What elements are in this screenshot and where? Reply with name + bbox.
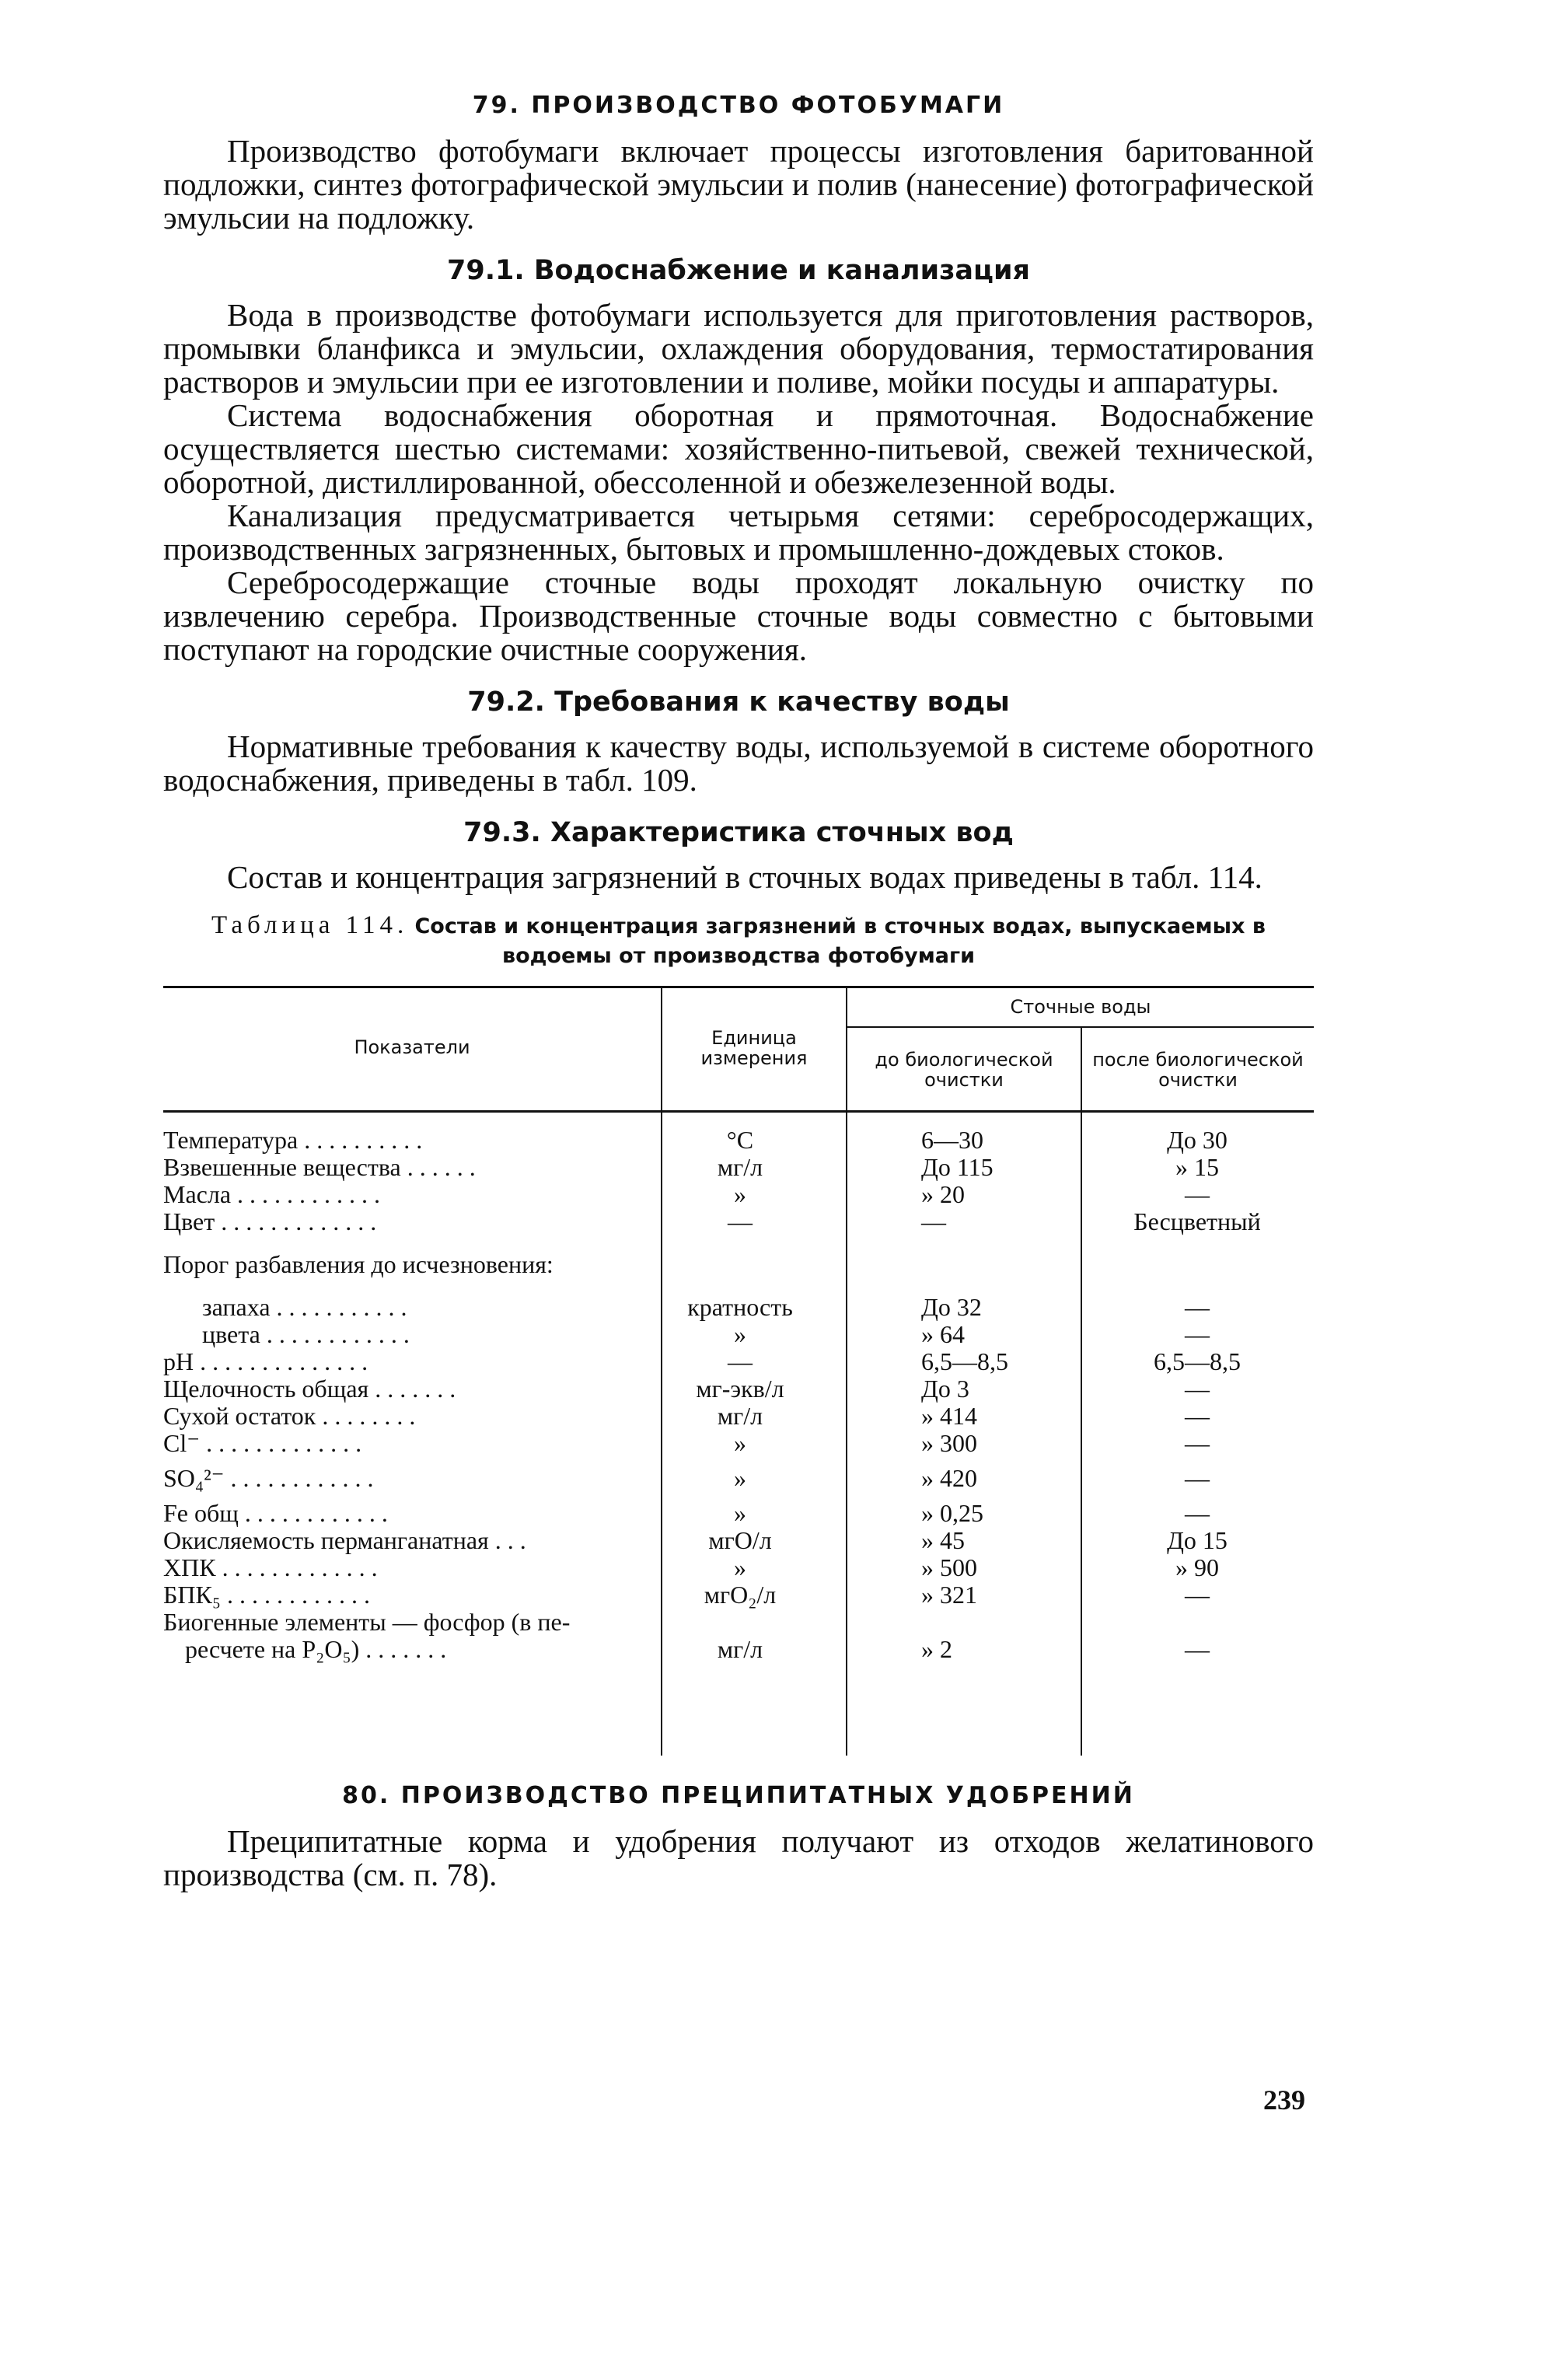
cell-indicator: Щелочность общая . . . . . . .	[163, 1375, 456, 1403]
cell-after-treatment: —	[1185, 1180, 1210, 1208]
cell-before-treatment: » 300	[921, 1429, 977, 1457]
section-80-title: 80. ПРОИЗВОДСТВО ПРЕЦИПИТАТНЫХ УДОБРЕНИЙ	[342, 1782, 1135, 1809]
table-row	[163, 1153, 1314, 1181]
cell-before-treatment: » 0,25	[921, 1499, 983, 1527]
table-row	[163, 1293, 1314, 1321]
cell-after-treatment: —	[1185, 1464, 1210, 1492]
cell-unit: мгO₂/л	[704, 1581, 777, 1609]
cell-after-treatment: —	[1185, 1429, 1210, 1457]
table-row	[163, 1320, 1314, 1348]
cell-unit: »	[734, 1320, 746, 1348]
cell-indicator: Cl⁻ . . . . . . . . . . . . .	[163, 1429, 362, 1457]
cell-before-treatment: » 2	[921, 1635, 952, 1663]
section-80-text: Преципитатные корма и удобрения получают из отходов желатинового производства (см. п. 78).	[163, 1823, 1314, 1892]
table-caption	[163, 911, 1314, 970]
header-before-treatment: до биологической очистки	[875, 1049, 1053, 1091]
header-after-treatment: после биологической очистки	[1092, 1049, 1304, 1091]
cell-indicator: Окисляемость перманганатная . . .	[163, 1526, 526, 1554]
cell-after-treatment: 6,5—8,5	[1154, 1347, 1241, 1375]
cell-indicator: БПК₅ . . . . . . . . . . . .	[163, 1581, 370, 1609]
pollutants-table	[163, 986, 1314, 1763]
cell-after-treatment: —	[1185, 1635, 1210, 1663]
cell-before-treatment: » 64	[921, 1320, 965, 1348]
section-79-1-paragraph-4: Серебросодержащие сточные воды проходят локальную очистку по извлечению серебра. Производственные сточные воды совместно с бытовыми поступают на городские очистные сооружения.	[163, 564, 1314, 667]
cell-indicator: pH . . . . . . . . . . . . . .	[163, 1347, 368, 1375]
page-number: 239	[1263, 2084, 1305, 2116]
table-caption-title: Состав и концентрация загрязнений в сточных водах, выпускаемых в водоемы от производства фотобумаги	[414, 914, 1266, 968]
cell-after-treatment: Бесцветный	[1133, 1207, 1261, 1235]
cell-after-treatment: —	[1185, 1581, 1210, 1609]
cell-after-treatment: —	[1185, 1320, 1210, 1348]
table-row	[163, 1347, 1314, 1375]
cell-indicator: Температура . . . . . . . . . .	[163, 1126, 423, 1154]
table-row	[163, 1180, 1314, 1208]
cell-before-treatment: —	[921, 1207, 946, 1235]
section-79-1-paragraph-3: Канализация предусматривается четырьмя сетями: серебросодержащих, производственных загрязненных, бытовых и промышленно-дождевых стоков.	[163, 498, 1314, 567]
cell-unit: »	[734, 1499, 746, 1527]
table-row	[163, 1581, 1314, 1609]
header-wastewater: Сточные воды	[1010, 996, 1151, 1018]
cell-unit: кратность	[687, 1293, 793, 1321]
table-row	[163, 1608, 1314, 1636]
cell-unit: мг/л	[717, 1153, 763, 1181]
cell-after-treatment: До 30	[1167, 1126, 1228, 1154]
cell-indicator: Fe общ . . . . . . . . . . . .	[163, 1499, 388, 1527]
section-79-1-title: 79.1. Водоснабжение и канализация	[447, 255, 1030, 286]
table-row	[163, 1375, 1314, 1403]
cell-indicator: запаха . . . . . . . . . . .	[202, 1293, 407, 1321]
section-79-3-text: Состав и концентрация загрязнений в сточных водах приведены в табл. 114.	[227, 859, 1262, 895]
header-indicator: Показатели	[354, 1036, 470, 1058]
header-unit: Единица измерения	[700, 1027, 808, 1069]
section-79-title: 79. ПРОИЗВОДСТВО ФОТОБУМАГИ	[472, 92, 1005, 119]
cell-before-treatment: » 500	[921, 1553, 977, 1581]
cell-unit: мг-экв/л	[696, 1375, 784, 1403]
cell-indicator: ХПК . . . . . . . . . . . . .	[163, 1553, 378, 1581]
cell-indicator: Порог разбавления до исчезновения:	[163, 1250, 554, 1278]
cell-after-treatment: » 15	[1175, 1153, 1219, 1181]
table-row	[163, 1526, 1314, 1554]
cell-after-treatment: —	[1185, 1293, 1210, 1321]
cell-indicator: Цвет . . . . . . . . . . . . .	[163, 1207, 377, 1235]
table-row	[163, 1250, 1314, 1278]
section-79-3-title: 79.3. Характеристика сточных вод	[463, 817, 1014, 848]
table-row	[163, 1499, 1314, 1527]
cell-before-treatment: 6—30	[921, 1126, 983, 1154]
cell-after-treatment: —	[1185, 1402, 1210, 1430]
cell-unit: мг/л	[717, 1635, 763, 1663]
cell-indicator: Биогенные элементы — фосфор (в пе-	[163, 1608, 571, 1636]
cell-unit: »	[734, 1464, 746, 1492]
section-79-1-paragraph-2: Система водоснабжения оборотная и прямоточная. Водоснабжение осуществляется шестью системами: хозяйственно-питьевой, свежей технической, оборотной, дистиллированной, обессоленной и обезжелезенной воды.	[163, 397, 1314, 500]
cell-indicator: Сухой остаток . . . . . . . .	[163, 1402, 416, 1430]
table-row	[163, 1207, 1314, 1235]
table-row	[163, 1402, 1314, 1430]
cell-unit: —	[728, 1207, 753, 1235]
cell-before-treatment: » 420	[921, 1464, 977, 1492]
cell-unit: мгО/л	[708, 1526, 772, 1554]
cell-before-treatment: » 414	[921, 1402, 977, 1430]
cell-indicator: SO₄²⁻ . . . . . . . . . . . .	[163, 1464, 374, 1492]
cell-before-treatment: » 20	[921, 1180, 965, 1208]
cell-indicator: цвета . . . . . . . . . . . .	[202, 1320, 410, 1348]
table-caption-label: Таблица 114.	[211, 911, 409, 939]
cell-unit: °С	[726, 1126, 754, 1154]
cell-after-treatment: —	[1185, 1375, 1210, 1403]
table-row	[163, 1635, 1314, 1663]
cell-unit: »	[734, 1553, 746, 1581]
section-79-2-title: 79.2. Требования к качеству воды	[467, 687, 1010, 718]
table-row	[163, 1429, 1314, 1457]
cell-indicator: ресчете на P₂O₅) . . . . . . .	[185, 1635, 447, 1663]
section-79-text: Производство фотобумаги включает процессы изготовления баритованной подложки, синтез фотографической эмульсии и полив (нанесение) фотографической эмульсии на подложку.	[163, 133, 1314, 236]
cell-before-treatment: До 32	[921, 1293, 982, 1321]
section-79-2-text: Нормативные требования к качеству воды, используемой в системе оборотного водоснабжения, приведены в табл. 109.	[163, 729, 1314, 798]
table-row	[163, 1126, 1314, 1154]
section-79-1-paragraph-1: Вода в производстве фотобумаги используется для приготовления растворов, промывки бланфикса и эмульсии, охлаждения оборудования, термостатирования растворов и эмульсии при ее изготовлении и поливе, мойки посуды и аппаратуры.	[163, 297, 1314, 400]
cell-after-treatment: » 90	[1175, 1553, 1219, 1581]
table-row	[163, 1464, 1314, 1492]
cell-before-treatment: » 45	[921, 1526, 965, 1554]
cell-after-treatment: До 15	[1167, 1526, 1228, 1554]
cell-unit: мг/л	[717, 1402, 763, 1430]
cell-indicator: Масла . . . . . . . . . . . .	[163, 1180, 381, 1208]
cell-unit: »	[734, 1429, 746, 1457]
cell-before-treatment: До 3	[921, 1375, 969, 1403]
cell-unit: »	[734, 1180, 746, 1208]
cell-after-treatment: —	[1185, 1499, 1210, 1527]
cell-indicator: Взвешенные вещества . . . . . .	[163, 1153, 476, 1181]
table-row	[163, 1553, 1314, 1581]
cell-before-treatment: 6,5—8,5	[921, 1347, 1008, 1375]
document-page	[163, 92, 1314, 1892]
cell-before-treatment: До 115	[921, 1153, 994, 1181]
cell-unit: —	[728, 1347, 753, 1375]
cell-before-treatment: » 321	[921, 1581, 977, 1609]
